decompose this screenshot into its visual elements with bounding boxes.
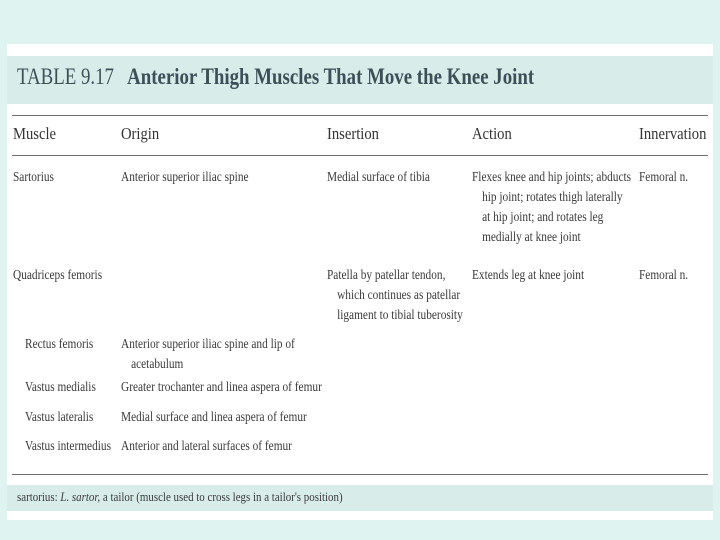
header-innervation: Innervation xyxy=(639,124,707,143)
footnote-word: sartor, xyxy=(71,489,101,504)
medialis-muscle: Vastus medialis xyxy=(25,379,96,394)
sartorius-action-line: Flexes knee and hip joints; abducts xyxy=(472,169,632,184)
quadriceps-insertion-line: ligament to tibial tuberosity xyxy=(337,307,463,322)
sartorius-action xyxy=(472,167,631,247)
footnote-lang: L. xyxy=(60,489,70,504)
sartorius-insertion: Medial surface of tibia xyxy=(327,169,430,184)
footnote-rest: a tailor (muscle used to cross legs in a tailor's position) xyxy=(102,489,343,504)
bottom-rule xyxy=(12,474,708,475)
table-title xyxy=(17,64,534,90)
rectus-origin-line: Anterior superior iliac spine and lip of xyxy=(121,336,295,351)
sartorius-action-line: at hip joint; and rotates leg xyxy=(482,209,604,224)
quadriceps-muscle: Quadriceps femoris xyxy=(13,267,103,282)
sartorius-action-line: hip joint; rotates thigh laterally xyxy=(482,189,623,204)
quadriceps-innervation: Femoral n. xyxy=(639,267,689,282)
header-rule xyxy=(12,155,708,156)
sartorius-innervation: Femoral n. xyxy=(639,169,689,184)
sartorius-origin: Anterior superior iliac spine xyxy=(121,169,249,184)
quadriceps-action: Extends leg at knee joint xyxy=(472,267,585,282)
footnote-term: sartorius: xyxy=(17,489,58,504)
sartorius-muscle: Sartorius xyxy=(13,169,54,184)
lateralis-muscle: Vastus lateralis xyxy=(25,409,94,424)
table-number: TABLE 9.17 xyxy=(17,64,114,89)
header-insertion: Insertion xyxy=(327,124,379,143)
rectus-origin xyxy=(121,334,295,374)
footnote xyxy=(17,489,343,505)
header-muscle: Muscle xyxy=(13,124,57,143)
header-origin: Origin xyxy=(121,124,160,143)
sartorius-action-line: medially at knee joint xyxy=(482,229,581,244)
intermedius-origin: Anterior and lateral surfaces of femur xyxy=(121,438,292,453)
table-name: Anterior Thigh Muscles That Move the Knee Joint xyxy=(127,64,535,89)
quadriceps-insertion-line: which continues as patellar xyxy=(337,287,461,302)
intermedius-muscle: Vastus intermedius xyxy=(25,438,111,453)
header-action: Action xyxy=(472,124,512,143)
quadriceps-insertion-line: Patella by patellar tendon, xyxy=(327,267,446,282)
top-rule xyxy=(12,115,708,116)
quadriceps-insertion xyxy=(327,265,463,325)
medialis-origin: Greater trochanter and linea aspera of femur xyxy=(121,379,322,394)
lateralis-origin: Medial surface and linea aspera of femur xyxy=(121,409,307,424)
rectus-muscle: Rectus femoris xyxy=(25,336,94,351)
rectus-origin-line: acetabulum xyxy=(131,356,184,371)
